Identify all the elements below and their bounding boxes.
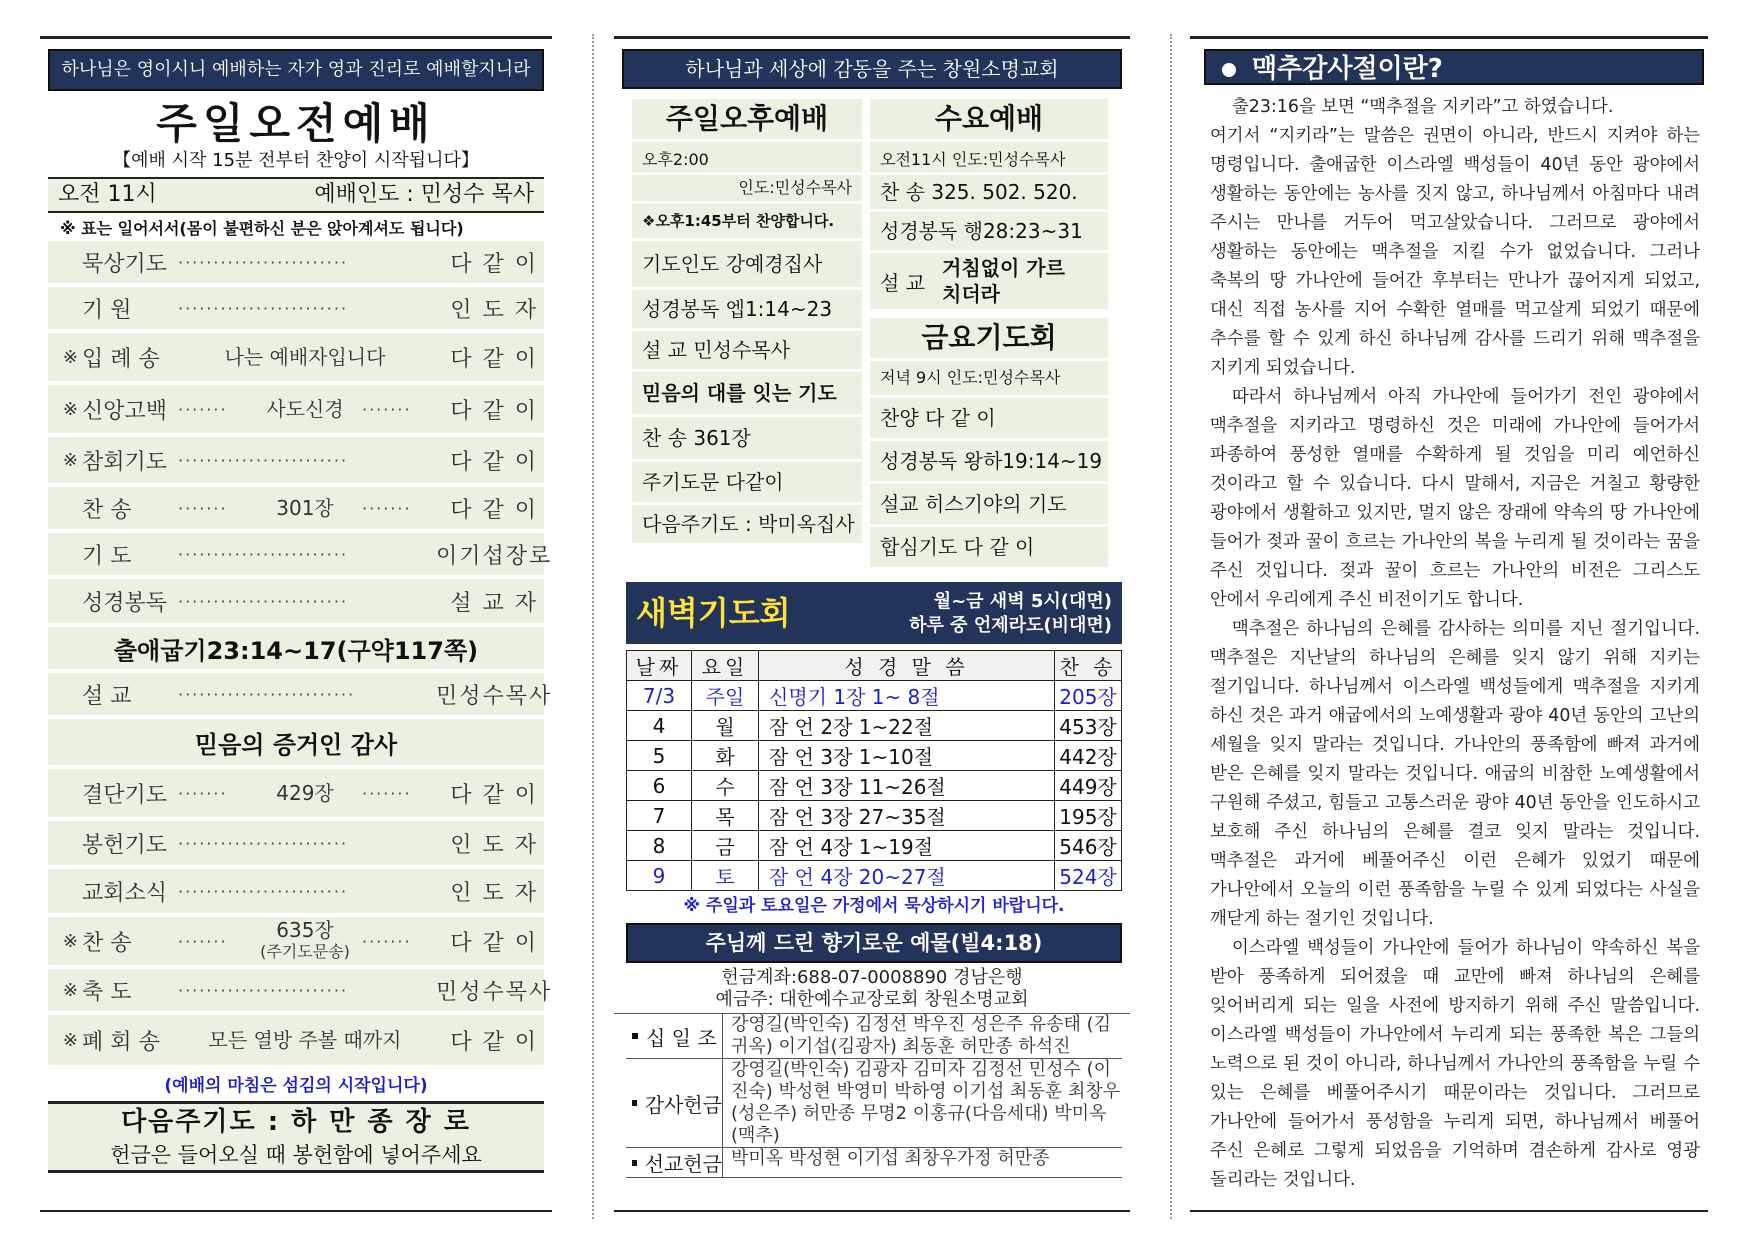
wednesday-title: 수요예배 <box>870 99 1108 142</box>
dot-leader: ························ <box>178 833 349 853</box>
afternoon-title: 주일오후예배 <box>632 99 862 142</box>
order-item-detail-text: 모든 열방 주볼 때까지 <box>208 1028 402 1052</box>
table-body <box>627 681 1122 891</box>
bottom-rule-col2 <box>614 1210 1130 1212</box>
account-holder: 예금주: 대한예수교장로회 창원소명교회 <box>715 989 1029 1010</box>
order-item-person: 인 도 자 <box>450 832 538 858</box>
dot-leader: ························ <box>178 591 349 611</box>
account-number: 헌금계좌:688-07-0008890 경남은행 <box>721 967 1023 988</box>
table-cell: 205장 <box>1055 681 1122 711</box>
table-cell: 442장 <box>1055 741 1122 771</box>
order-item-person: 다 같 이 <box>450 930 538 956</box>
column-header: 찬 송 <box>1055 651 1122 681</box>
services-grid <box>614 99 1130 570</box>
bullet-icon <box>1222 63 1236 77</box>
order-item-name: 결단기도 <box>82 782 168 808</box>
table-row <box>627 711 1122 741</box>
dot-leader: ························ <box>178 252 349 272</box>
table-cell: 월 <box>692 711 759 741</box>
order-item <box>48 241 544 287</box>
order-item-detail <box>252 782 358 804</box>
article-paragraph: 여기서 “지키라”는 말씀은 권면이 아니라, 반드시 지켜야 하는 명령입니다. 출애굽한 이스라엘 백성들이 40년 동안 광야에서 생활하는 동안에는 농사를 짓지 않고, 하나님께서 아침마다 내려 주시는 만나를 거두어 먹고살았습니다. 그러므로 광야에서 생활하는 동안에는 맥추절을 지킬 수가 없었습니다. 그러나 축복의 땅 가나안에 들어간 후부터는 만나가 끊어지게 되었고, 대신 직접 농사를 지어 수확한 열매를 먹고살게 되었기 때문에 추수를 할 수 있게 하신 하나님께 감사를 드리기 위해 맥추절을 지키게 되었습니다. <box>1210 126 1700 378</box>
table-cell: 7 <box>627 801 692 831</box>
article-paragraph: 따라서 하나님께서 아직 가나안에 들어가기 전인 광야에서 맥추절을 지키라고 명령하신 것은 미래에 가나안에 들어가서 파종하여 풍성한 열매를 수확하게 될 것임을 미리 예언하신 것이라고 할 수 있습니다. 다시 말해서, 지금은 거칠고 황량한 광야에서 생활하고 있지만, 멀지 않은 장래에 약속의 땅 가나안에 들어가 젖과 꿀이 흐르는 가나안의 복을 누리게 될 것이라는 꿈을 주신 것입니다. 젖과 꿀이 흐르는 가나안의 비전은 그리스도 안에서 우리에게 주신 비전이기도 합니다. <box>1210 387 1700 610</box>
afternoon-service <box>632 99 862 570</box>
order-item-name: 묵상기도 <box>82 251 168 277</box>
afternoon-row: 성경봉독 엡1:14~23 <box>632 290 862 331</box>
table-cell: 195장 <box>1055 801 1122 831</box>
worship-subtitle: 【예배 시작 15분 전부터 찬양이 시작됩니다】 <box>113 150 479 171</box>
offering-row <box>626 1014 1122 1059</box>
afternoon-time: 오후2:00 <box>632 142 862 175</box>
bottom-rule-col3 <box>1190 1210 1708 1212</box>
friday-row: 합심기도 다 같 이 <box>870 527 1108 570</box>
table-cell: 잠 언 4장 1~19절 <box>759 831 1055 861</box>
afternoon-row: 설 교 민성수목사 <box>632 331 862 372</box>
dot-leader: ······· <box>362 399 412 419</box>
column-divider <box>1170 34 1172 1219</box>
order-item-mark: ※ <box>62 346 78 368</box>
article-paragraph: 출23:16을 보면 “맥추절을 지키라”고 하였습니다. <box>1232 97 1614 117</box>
order-item <box>48 917 544 969</box>
wednesday-sermon-label: 설 교 <box>880 270 925 295</box>
dot-leader: ······· <box>362 931 412 951</box>
offering-label <box>626 1059 723 1147</box>
article-paragraph: 맥추절은 하나님의 은혜를 감사하는 의미를 지닌 절기입니다. 맥추절은 지난날의 하나님의 은혜를 잊지 않기 위해 지키는 절기입니다. 하나님께서 이스라엘 백성들에게 맥추절을 지키게 하신 것은 과거 애굽에서의 노예생활과 광야 40년 동안의 고난의 세월을 잊지 말라는 것입니다. 가나안의 풍족함에 빠져 과거에 받은 은혜를 잊지 말라는 것입니다. 애굽의 비참한 노예생활에서 구원해 주셨고, 힘들고 고통스러운 광야 40년 동안을 인도하시고 보호해 주신 하나님의 은혜를 결코 잊지 말라는 것입니다. 맥추절은 과거에 베풀어주신 이런 은혜가 있었기 때문에 가나안에서 오늘의 이런 풍족함을 누릴 수 있게 되었다는 사실을 깨닫게 하는 절기인 것입니다. <box>1210 619 1700 929</box>
order-item-detail-text: 사도신경 <box>266 397 344 421</box>
friday-row: 찬양 다 같 이 <box>870 398 1108 441</box>
order-item-mark: ※ <box>62 1029 78 1051</box>
next-prayer-box <box>48 1101 544 1173</box>
article-paragraph: 이스라엘 백성들이 가나안에 들어가 하나님이 약속하신 복을 받아 풍족하게 되어졌을 때 교만에 빠져 하나님의 은혜를 잊어버리게 되는 일을 사전에 방지하기 위해 주신 말씀입니다. 이스라엘 백성들이 가나안에서 누리게 되는 풍족한 복은 그들의 노력으로 된 것이 아니라, 하나님께서 가나안의 풍족함을 누릴 수 있는 은혜를 베풀어주시기 때문이라는 것입니다. 그러므로 가나안에 들어가서 풍성함을 누리게 되면, 하나님께서 베풀어 주신 은혜로 그렇게 되었음을 기억하며 겸손하게 감사로 영광 돌리라는 것입니다. <box>1210 938 1700 1190</box>
dawn-prayer-line1: 월~금 새벽 5시(대면) <box>933 591 1112 612</box>
table-row <box>627 861 1122 891</box>
order-of-service <box>40 241 552 627</box>
table-row <box>627 801 1122 831</box>
offering-list <box>614 1013 1130 1178</box>
table-cell: 잠 언 3장 1~10절 <box>759 741 1055 771</box>
dot-leader: ······· <box>178 783 228 803</box>
order-item-person: 다 같 이 <box>450 346 538 372</box>
offering-row <box>626 1148 1122 1178</box>
afternoon-row: 믿음의 대를 잇는 기도 <box>632 372 862 417</box>
afternoon-row: 찬 송 361장 <box>632 417 862 462</box>
table-row <box>627 831 1122 861</box>
friday-row: 성경봉독 왕하19:14~19 <box>870 441 1108 484</box>
order-item <box>48 769 544 821</box>
order-item-mark: ※ <box>62 979 78 1001</box>
column-header: 요일 <box>692 651 759 681</box>
table-cell: 금 <box>692 831 759 861</box>
table-cell: 목 <box>692 801 759 831</box>
offering-names: 강영길(박인숙) 김정선 박우진 성은주 유송태 (김귀옥) 이기섭(김광자) 최동훈 허만종 하석진 <box>731 1014 1112 1057</box>
table-cell: 5 <box>627 741 692 771</box>
order-item-name: 기 원 <box>82 297 132 323</box>
order-item-person: 설 교 자 <box>450 590 538 616</box>
order-item-mark: ※ <box>62 449 78 471</box>
article-body <box>1210 93 1700 1195</box>
table-cell: 토 <box>692 861 759 891</box>
weekday-services <box>870 99 1108 570</box>
order-item-person: 다 같 이 <box>450 782 538 808</box>
table-cell: 잠 언 3장 11~26절 <box>759 771 1055 801</box>
order-item-name: 봉헌기도 <box>82 832 168 858</box>
order-item-person: 다 같 이 <box>450 251 538 277</box>
table-cell: 잠 언 3장 27~35절 <box>759 801 1055 831</box>
afternoon-row: 다음주기도 : 박미옥집사 <box>632 505 862 546</box>
order-item-person: 민성수목사 <box>436 979 553 1005</box>
bullet-square-icon <box>632 1100 637 1106</box>
order-item-name: 참회기도 <box>82 449 168 475</box>
table-cell: 화 <box>692 741 759 771</box>
offering-names: 박미옥 박성현 이기섭 최창우가정 허만종 <box>731 1148 1050 1169</box>
order-item <box>48 673 553 719</box>
dot-leader: ······· <box>362 783 412 803</box>
order-item <box>48 385 544 437</box>
afternoon-row: 주기도문 다같이 <box>632 462 862 505</box>
table-cell: 6 <box>627 771 692 801</box>
dot-leader: ······· <box>178 498 228 518</box>
table-cell: 9 <box>627 861 692 891</box>
wednesday-hymn: 찬 송 325. 502. 520. <box>870 175 1108 212</box>
order-item-person: 인 도 자 <box>450 297 538 323</box>
order-item <box>48 821 544 869</box>
wednesday-sermon <box>870 253 1108 312</box>
order-item <box>48 437 544 487</box>
friday-title: 금요기도회 <box>870 318 1108 361</box>
order-item-person: 다 같 이 <box>450 497 538 523</box>
order-item-name: 설 교 <box>82 683 132 709</box>
order-item <box>48 333 544 385</box>
order-item-person: 다 같 이 <box>450 398 538 424</box>
offering-label <box>626 1148 723 1177</box>
order-item-mark: ※ <box>62 398 78 420</box>
order-item <box>48 969 553 1015</box>
dot-leader: ······· <box>178 931 228 951</box>
bullet-square-icon <box>632 1160 637 1166</box>
offering-label-text: 십 일 조 <box>646 1025 717 1050</box>
wednesday-scripture: 성경봉독 행28:23~31 <box>870 212 1108 253</box>
ending-note: (예배의 마침은 섬김의 시작입니다) <box>164 1076 428 1096</box>
table-cell: 잠 언 4장 20~27절 <box>759 861 1055 891</box>
order-item-detail <box>252 497 358 519</box>
order-item-person: 다 같 이 <box>450 449 538 475</box>
bible-reading-table <box>626 650 1122 891</box>
dawn-prayer-header <box>626 582 1122 644</box>
order-item-detail <box>174 1029 436 1051</box>
order-item-name: 폐 회 송 <box>82 1029 160 1055</box>
order-item <box>48 869 544 917</box>
table-row <box>627 681 1122 711</box>
order-item-detail-text: 301장 <box>276 496 334 520</box>
wednesday-time-leader: 오전11시 인도:민성수목사 <box>870 142 1108 175</box>
table-cell: 잠 언 2장 1~22절 <box>759 711 1055 741</box>
article-column <box>1190 39 1708 1195</box>
afternoon-row: 기도인도 강예경집사 <box>632 241 862 290</box>
order-item-name: 찬 송 <box>82 497 132 523</box>
table-cell: 524장 <box>1055 861 1122 891</box>
worship-time: 오전 11시 <box>58 182 157 207</box>
page-title: 주일오전예배 <box>156 99 436 148</box>
order-item-detail-text: 429장 <box>276 781 334 805</box>
other-services-column <box>614 39 1130 1178</box>
table-header <box>627 651 1122 681</box>
worship-leader: 예배인도 : 민성수 목사 <box>314 182 534 207</box>
dot-leader: ························ <box>178 450 349 470</box>
standing-note: ※ 표는 일어서서(몸이 불편하신 분은 앉아계셔도 됩니다) <box>60 219 464 238</box>
table-cell: 4 <box>627 711 692 741</box>
order-item-detail <box>252 398 358 420</box>
dot-leader: ························ <box>178 980 349 1000</box>
dot-leader: ······· <box>362 498 412 518</box>
morning-worship-column <box>40 39 552 1173</box>
order-item-detail <box>252 919 358 963</box>
friday-time-leader: 저녁 9시 인도:민성수목사 <box>870 361 1108 398</box>
table-row <box>627 741 1122 771</box>
order-item-name: 교회소식 <box>82 880 168 906</box>
order-item <box>48 1015 544 1069</box>
order-item-detail-text: 나는 예배자입니다 <box>224 345 386 369</box>
offering-note: 헌금은 들어오실 때 봉헌함에 넣어주세요 <box>110 1143 482 1167</box>
order-item <box>48 287 544 333</box>
order-item-detail-sub: (주기도문송) <box>260 942 350 961</box>
order-of-service-2 <box>40 769 552 1069</box>
bottom-rule-col1 <box>40 1210 552 1212</box>
offering-row <box>626 1059 1122 1148</box>
table-row <box>627 771 1122 801</box>
offering-title: 주님께 드린 향기로운 예물(빌4:18) <box>626 923 1122 963</box>
order-item-mark: ※ <box>62 930 78 952</box>
order-item <box>48 533 553 579</box>
offering-label-text: 선교헌금 <box>644 1152 722 1176</box>
friday-rows <box>870 398 1108 570</box>
table-cell: 7/3 <box>627 681 692 711</box>
table-cell: 449장 <box>1055 771 1122 801</box>
schedule-note: ※ 주일과 토요일은 가정에서 묵상하시기 바랍니다. <box>683 896 1065 916</box>
order-item-detail-text: 635장 <box>276 918 334 942</box>
offering-label-text: 감사헌금 <box>644 1092 722 1117</box>
offering-account <box>614 967 1130 1011</box>
dawn-prayer-times <box>909 590 1112 638</box>
column-header: 성 경 말 씀 <box>759 651 1055 681</box>
dot-leader: ······· <box>178 399 228 419</box>
column-header: 날짜 <box>627 651 692 681</box>
church-banner: 하나님과 세상에 감동을 주는 창원소명교회 <box>622 49 1122 89</box>
afternoon-leader: 인도:민성수목사 <box>632 175 862 204</box>
dawn-prayer-line2: 하루 중 언제라도(비대면) <box>909 615 1112 636</box>
scripture-reference: 출애굽기23:14~17(구약117쪽) <box>48 627 544 673</box>
dot-leader: ························ <box>178 298 349 318</box>
bullet-square-icon <box>632 1033 638 1039</box>
friday-row: 설교 히스기야의 기도 <box>870 484 1108 527</box>
table-cell: 453장 <box>1055 711 1122 741</box>
article-header <box>1204 49 1704 85</box>
order-item-name: 축 도 <box>82 979 132 1005</box>
scripture-banner: 하나님은 영이시니 예배하는 자가 영과 진리로 예배할지니라 <box>48 49 544 91</box>
time-bar <box>48 177 544 213</box>
order-item <box>48 579 544 627</box>
dawn-prayer-title: 새벽기도회 <box>636 594 791 632</box>
afternoon-rows <box>632 241 862 546</box>
order-item-person: 민성수목사 <box>436 683 553 709</box>
wednesday-sermon-title: 거침없이 가르치더라 <box>942 256 1065 306</box>
order-item-person: 다 같 이 <box>450 1029 538 1055</box>
table-cell: 신명기 1장 1~ 8절 <box>759 681 1055 711</box>
offering-label <box>626 1014 723 1058</box>
order-item <box>48 487 544 533</box>
next-prayer: 다음주기도 : 하 만 종 장 로 <box>121 1107 471 1137</box>
table-cell: 수 <box>692 771 759 801</box>
order-item-name: 신앙고백 <box>82 398 168 424</box>
table-cell: 8 <box>627 831 692 861</box>
table-cell: 546장 <box>1055 831 1122 861</box>
afternoon-note: ❖오후1:45부터 찬양합니다. <box>632 204 862 241</box>
dot-leader: ························· <box>178 684 356 704</box>
order-item-detail <box>174 346 436 368</box>
dot-leader: ························ <box>178 881 349 901</box>
sermon-title: 믿음의 증거인 감사 <box>48 719 544 769</box>
order-item-name: 찬 송 <box>82 930 132 956</box>
order-item-name: 기 도 <box>82 543 132 569</box>
dot-leader: ························ <box>178 544 349 564</box>
offering-names: 강영길(박인숙) 김광자 김미자 김정선 민성수 (이진숙) 박성현 박영미 박하영 이기섭 최동훈 최창우(성은주) 허만종 무명2 이홍규(다음세대) 박미옥(맥추) <box>731 1059 1121 1146</box>
order-item-person: 인 도 자 <box>450 880 538 906</box>
article-title: 맥추감사절이란? <box>1252 54 1443 84</box>
order-item-person: 이기섭장로 <box>436 543 553 569</box>
order-item-name: 성경봉독 <box>82 590 168 616</box>
order-item-name: 입 례 송 <box>82 346 160 372</box>
table-cell: 주일 <box>692 681 759 711</box>
column-divider <box>592 34 594 1219</box>
